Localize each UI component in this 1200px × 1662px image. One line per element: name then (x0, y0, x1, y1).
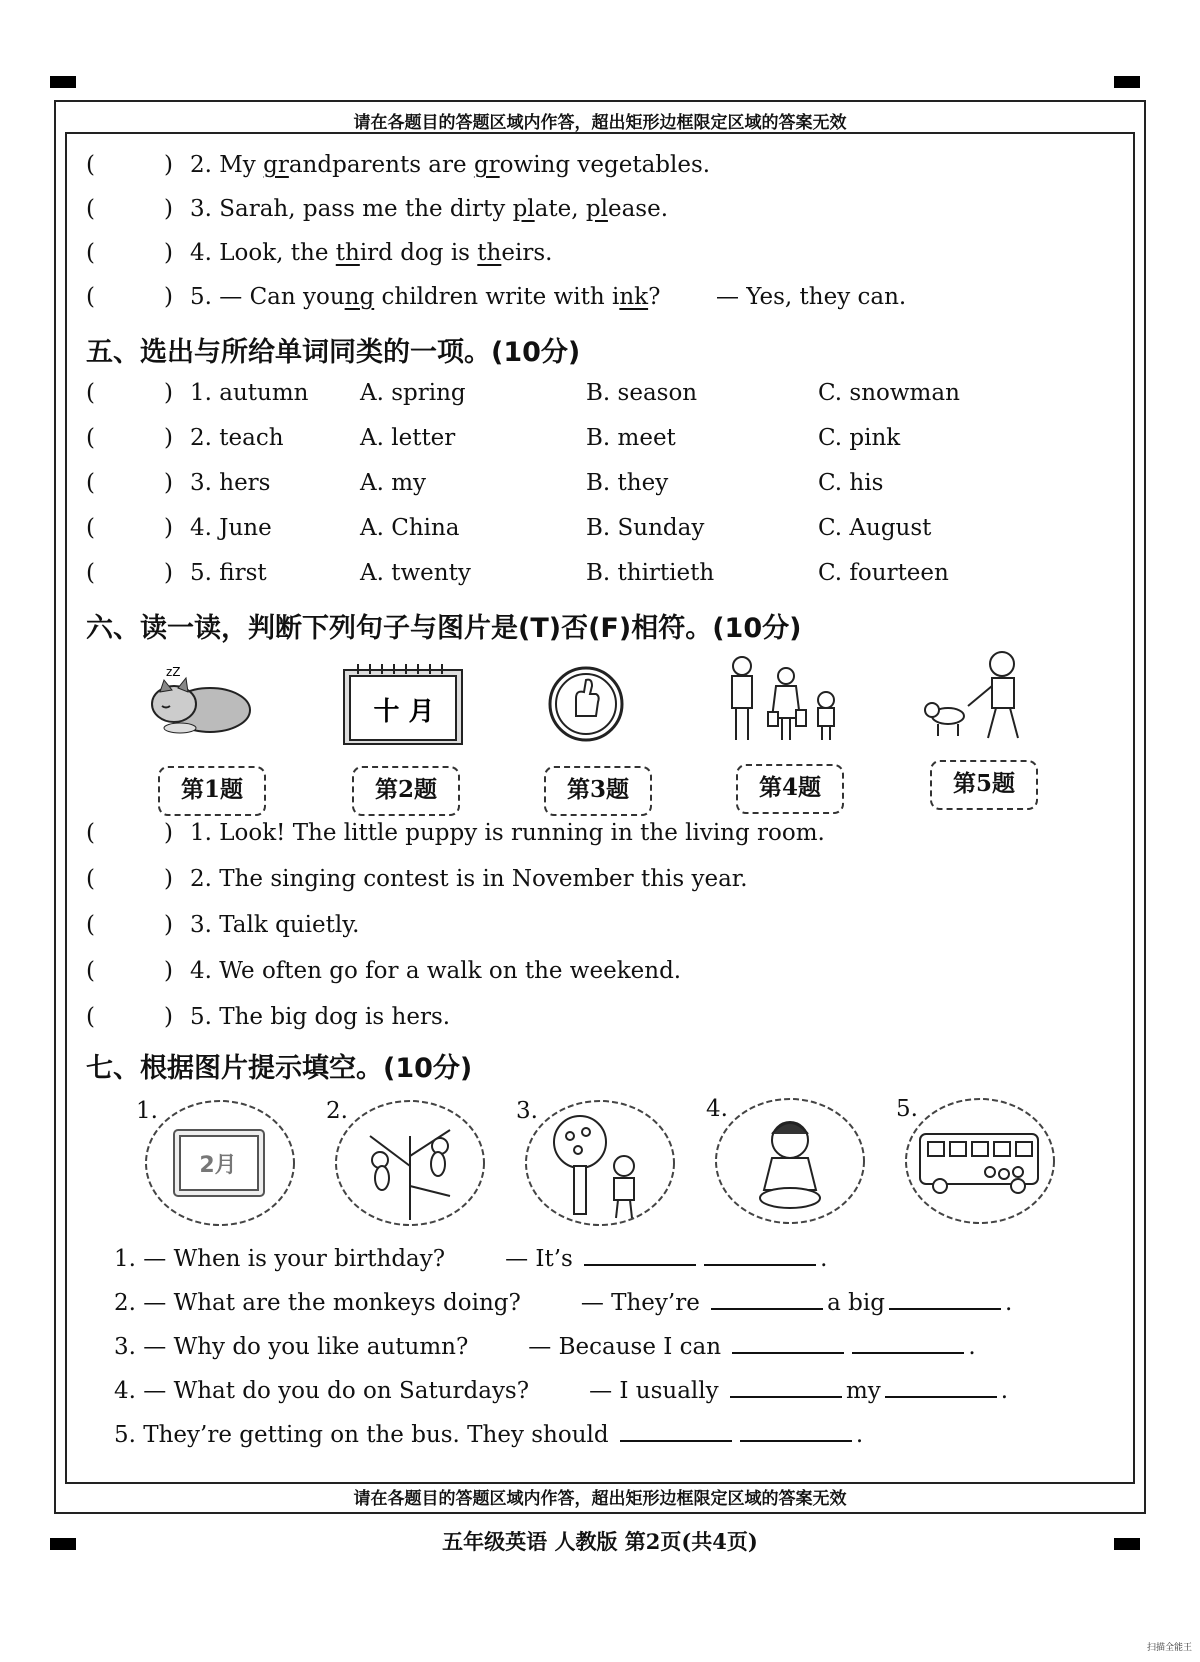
answer-blank[interactable] (711, 1288, 823, 1310)
question-badge: 第5题 (930, 760, 1038, 810)
answer-blank[interactable] (704, 1244, 816, 1266)
monkeys-climbing-tree-picture (330, 1096, 490, 1230)
fill-line: 2. — What are the monkeys doing? — They’re a big . (114, 1290, 1013, 1316)
calendar-february-picture (140, 1096, 300, 1230)
notice-top: 请在各题目的答题区域内作答，超出矩形边框限定区域的答案无效 (353, 113, 847, 133)
fill-line: 4. — What do you do on Saturdays? — I usually my . (114, 1378, 1009, 1404)
girl-washing-clothes-picture (710, 1094, 870, 1228)
picture-number: 1. (136, 1098, 158, 1124)
answer-blank[interactable] (852, 1332, 964, 1354)
notice-bottom: 请在各题目的答题区域内作答，超出矩形边框限定区域的答案无效 (353, 1489, 847, 1509)
question-badge: 第1题 (158, 766, 266, 816)
answer-blank[interactable] (889, 1288, 1001, 1310)
picking-apples-picture (520, 1096, 680, 1230)
svg-text:十 月: 十 月 (373, 697, 435, 727)
children-boarding-bus-picture (900, 1094, 1060, 1228)
question-badge: 第3题 (544, 766, 652, 816)
family-walk-picture (720, 652, 850, 744)
answer-blank[interactable] (620, 1420, 732, 1442)
answer-blank[interactable] (730, 1376, 842, 1398)
question-badge: 第2题 (352, 766, 460, 816)
page-footer: 五年级英语 人教版 第2页(共4页) (442, 1529, 758, 1554)
answer-blank[interactable] (740, 1420, 852, 1442)
fill-line: 3. — Why do you like autumn? — Because I can . (114, 1334, 976, 1360)
calendar-october-picture (340, 662, 468, 746)
svg-text:2月: 2月 (199, 1153, 237, 1178)
picture-number: 3. (516, 1098, 538, 1124)
fill-line: 5. They’re getting on the bus. They should . (114, 1422, 864, 1448)
fill-line: 1. — When is your birthday? — It’s . (114, 1246, 828, 1272)
picture-number: 2. (326, 1098, 348, 1124)
section-7-title: 七、根据图片提示填空。(10分) (86, 1053, 473, 1084)
quiet-sign-picture (546, 664, 626, 744)
scanner-watermark-logo: 扫描全能王 (1146, 1643, 1192, 1653)
boy-walking-dog-picture (918, 648, 1040, 744)
registration-mark (1114, 76, 1140, 88)
question-badge: 第4题 (736, 764, 844, 814)
section-5-title: 五、选出与所给单词同类的一项。(10分) (86, 337, 581, 368)
sleeping-puppy-picture (140, 662, 260, 742)
s4-reply: — Yes, they can. (716, 284, 907, 310)
picture-number: 5. (896, 1096, 918, 1122)
answer-blank[interactable] (732, 1332, 844, 1354)
picture-number: 4. (706, 1096, 728, 1122)
section-6-title: 六、读一读，判断下列句子与图片是(T)否(F)相符。(10分) (86, 613, 802, 644)
svg-text:zZ: zZ (166, 665, 181, 679)
answer-blank[interactable] (885, 1376, 997, 1398)
answer-blank[interactable] (584, 1244, 696, 1266)
registration-mark (50, 76, 76, 88)
